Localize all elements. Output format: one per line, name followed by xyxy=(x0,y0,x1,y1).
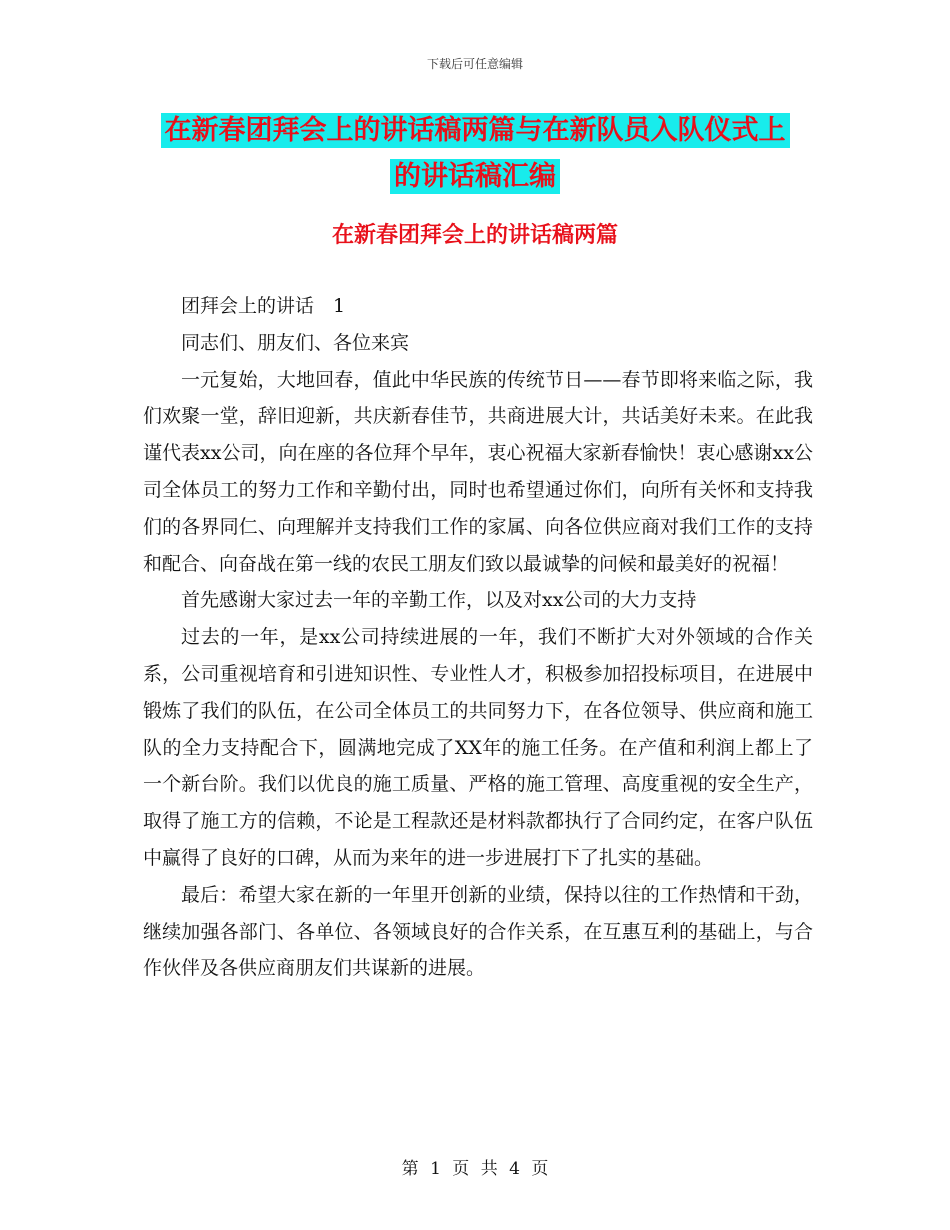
paragraph: 同志们、朋友们、各位来宾 xyxy=(181,331,410,354)
main-title-line-1: 在新春团拜会上的讲话稿两篇与在新队员入队仪式上 xyxy=(161,113,790,148)
page-footer: 第 1 页 共 4 页 xyxy=(401,1159,549,1179)
document-body xyxy=(143,288,813,987)
paragraph: 首先感谢大家过去一年的辛勤工作，以及对xx公司的大力支持 xyxy=(181,589,697,612)
paragraph: 过去的一年，是xx公司持续进展的一年，我们不断扩大对外领域的合作关系，公司重视培育和引进知识性、专业性人才，积极参加招投标项目，在进展中锻炼了我们的队伍，在公司全体员工的共同努力下，在各位领导、供应商和施工队的全力支持配合下，圆满地完成了XX年的施工任务。在产值和利润上都上了一个新台阶。我们以优良的施工质量、严格的施工管理、高度重视的安全生产，取得了施工方的信赖，不论是工程款还是材料款都执行了合同约定，在客户队伍中赢得了良好的口碑，从而为来年的进一步进展打下了扎实的基础。 xyxy=(143,626,813,869)
main-title xyxy=(0,108,950,200)
section-title: 在新春团拜会上的讲话稿两篇 xyxy=(331,222,618,248)
paragraph: 团拜会上的讲话 1 xyxy=(181,295,346,317)
paragraph: 最后：希望大家在新的一年里开创新的业绩，保持以往的工作热情和干劲，继续加强各部门、各单位、各领域良好的合作关系，在互惠互利的基础上，与合作伙伴及各供应商朋友们共谋新的进展。 xyxy=(143,883,813,980)
paragraph: 一元复始，大地回春，值此中华民族的传统节日——春节即将来临之际，我们欢聚一堂，辞旧迎新，共庆新春佳节，共商进展大计，共话美好未来。在此我谨代表xx公司，向在座的各位拜个早年，衷心祝福大家新春愉快！衷心感谢xx公司全体员工的努力工作和辛勤付出，同时也希望通过你们，向所有关怀和支持我们的各界同仁、向理解并支持我们工作的家属、向各位供应商对我们工作的支持和配合、向奋战在第一线的农民工朋友们致以最诚挚的问候和最美好的祝福！ xyxy=(143,368,813,575)
main-title-line-2: 的讲话稿汇编 xyxy=(390,159,560,194)
header-note: 下载后可任意编辑 xyxy=(426,57,523,71)
